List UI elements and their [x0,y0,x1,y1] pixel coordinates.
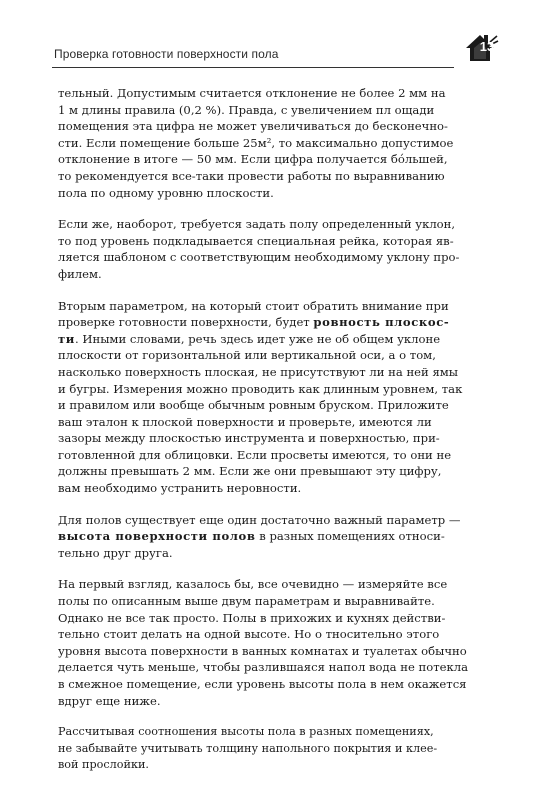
text-line: вдруг еще ниже. [58,693,161,708]
emphasis-term: ровность плоскос- [313,315,450,330]
text-line: должны превышать 2 мм. Если же они превышают эту цифру, [58,464,442,479]
text-line [58,528,490,545]
body-text [58,85,490,789]
text-line: филем. [58,266,102,281]
text-line [58,331,490,348]
text-line: готовленной для облицовки. Если просветы имеются, то они не [58,447,452,462]
text-run: . Иными словами, речь здесь идет уже не об общем уклоне [74,331,441,346]
paragraph-6 [58,724,490,774]
text-line: и бугры. Измерения можно проводить как длинным уровнем, так [58,381,463,396]
text-line: плоскости от горизонтальной или вертикальной оси, а о том, [58,348,436,363]
text-line: сти. Если помещение больше 25м², то максимально допустимое [58,135,454,150]
text-line: то под уровень подкладывается специальная рейка, которая яв- [58,233,454,248]
text-line: Для полов существует еще один достаточно важный параметр — [58,512,461,527]
text-line [58,314,490,331]
text-line: и правилом или вообще обычным ровным бруском. Приложите [58,398,449,413]
emphasis-term: ти [58,331,75,346]
text-line: отклонение в итоге — 50 мм. Если цифра получается бóльшей, [58,152,448,167]
text-line: Рассчитывая соотношения высоты пола в разных помещениях, [58,725,434,739]
text-line: тельно друг друга. [58,545,173,560]
text-run: в разных помещениях относи- [255,529,445,544]
text-line: то рекомендуется все-таки провести работы по выравниванию [58,168,445,183]
text-line: зазоры между плоскостью инструмента и поверхностью, при- [58,431,440,446]
text-line: вой прослойки. [58,758,149,772]
text-line: не забывайте учитывать толщину напольного покрытия и клее- [58,741,438,755]
paragraph-5 [58,576,490,709]
paragraph-4 [58,512,490,562]
text-line: Однако не все так просто. Полы в прихожих и кухнях действи- [58,610,446,625]
chapter-title: Проверка готовности поверхности пола [54,47,279,61]
text-line: ляется шаблоном с соответствующим необходимому уклону про- [58,250,460,265]
paragraph-2 [58,216,490,282]
emphasis-term: высота поверхности полов [58,529,256,544]
text-line: тельный. Допустимым считается отклонение не более 2 мм на [58,86,446,100]
page-number: 13 [479,39,495,54]
header-rule [52,67,454,68]
text-run: проверке готовности поверхности, будет [58,315,314,330]
text-line: делается чуть меньше, чтобы разлившаяся напол вода не потекла [58,660,469,675]
running-header [52,40,492,70]
paragraph-3 [58,298,490,497]
text-line: полы по описанным выше двум параметрам и выравнивайте. [58,594,435,609]
text-line: вам необходимо устранить неровности. [58,481,302,496]
text-line: в смежное помещение, если уровень высоты пола в нем окажется [58,677,467,691]
text-line: Вторым параметром, на который стоит обратить внимание при [58,298,449,313]
text-line: пола по одному уровню плоскости. [58,185,274,200]
paragraph-1 [58,85,490,201]
text-line: На первый взгляд, казалось бы, все очевидно — измеряйте все [58,577,448,592]
text-line: 1 м длины правила (0,2 %). Правда, с увеличением пл ощади [58,102,435,117]
text-line: помещения эта цифра не может увеличиваться до бесконечно- [58,119,448,134]
text-line: тельно стоит делать на одной высоте. Но о тносительно этого [58,627,440,642]
text-line: уровня высота поверхности в ванных комнатах и туалетах обычно [58,643,467,658]
text-line: Если же, наоборот, требуется задать полу определенный уклон, [58,217,456,232]
text-line: ваш эталон к плоской поверхности и проверьте, имеются ли [58,414,432,429]
text-line: насколько поверхность плоская, не присутствуют ли на ней ямы [58,364,459,379]
